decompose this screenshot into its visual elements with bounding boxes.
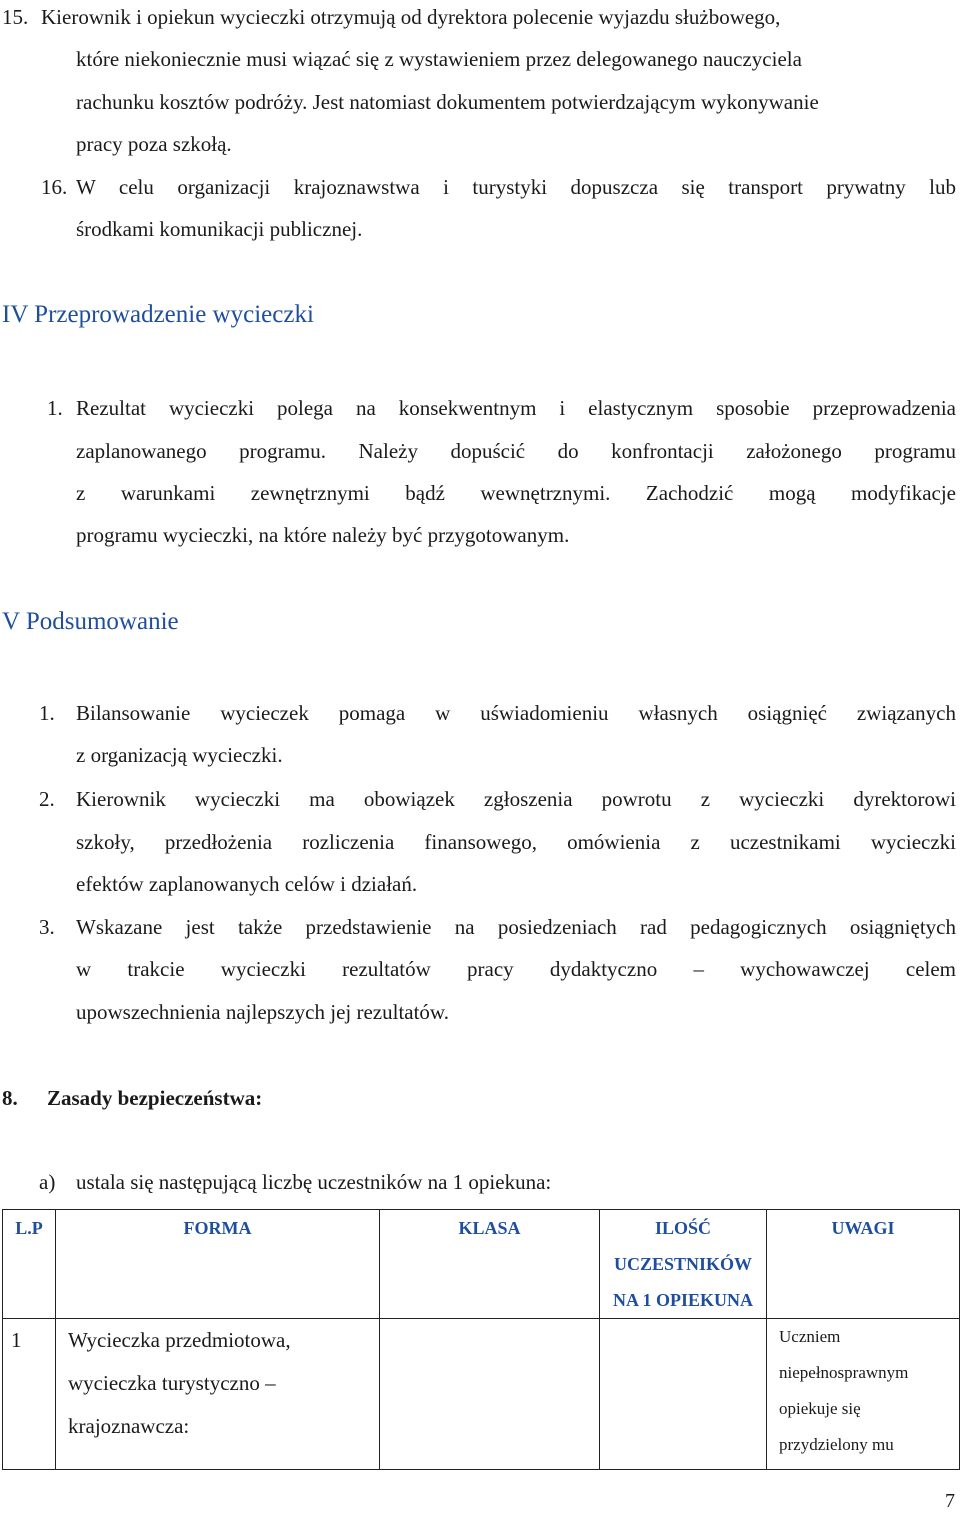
header-ilosc: [600, 1210, 767, 1319]
p15-line-1: Kierownik i opiekun wycieczki otrzymują od dyrektora polecenie wyjazdu służbowego,: [41, 5, 781, 29]
section-iv-item-1-line-4: programu wycieczki, na które należy być przygotowanym.: [76, 523, 570, 547]
section-v-item-1-number: 1.: [39, 701, 55, 725]
row-1-uwagi-line-2: niepełnosprawnym: [779, 1363, 909, 1382]
row-1-ilosc: [600, 1319, 767, 1470]
row-1-uwagi-line-1: Uczniem: [779, 1327, 841, 1346]
header-ilosc-line-3: NA 1 OPIEKUNA: [612, 1290, 753, 1310]
section-iv-item-1-line-2: zaplanowanego programu. Należy dopuścić do konfrontacji założonego programu: [76, 439, 956, 463]
row-1-forma: [56, 1319, 380, 1470]
section-v-item-3-line-2: w trakcie wycieczki rezultatów pracy dydaktyczno – wychowawczej celem: [76, 957, 956, 981]
header-ilosc-line-1: ILOŚĆ: [654, 1218, 712, 1238]
section-8-number: 8.: [2, 1086, 18, 1110]
row-1-uwagi: [767, 1319, 960, 1470]
row-1-klasa: [380, 1319, 600, 1470]
row-1-uwagi-line-4: przydzielony mu: [779, 1435, 894, 1454]
section-v-item-2-number: 2.: [39, 787, 55, 811]
section-v-item-3-number: 3.: [39, 915, 55, 939]
table-header-row: [3, 1210, 960, 1319]
header-lp: L.P: [3, 1210, 56, 1319]
row-1-uwagi-line-3: opiekuje się: [779, 1399, 861, 1418]
row-1-forma-line-2: wycieczka turystyczno –: [68, 1371, 276, 1395]
header-forma: FORMA: [56, 1210, 380, 1319]
table-row: [3, 1319, 960, 1470]
p15-line-2: które niekoniecznie musi wiązać się z wystawieniem przez delegowanego nauczyciela: [76, 47, 802, 71]
header-ilosc-line-2: UCZESTNIKÓW: [613, 1254, 753, 1274]
participants-table: [2, 1209, 960, 1470]
section-iv-item-1-number: 1.: [47, 396, 63, 420]
p16-line-1: W celu organizacji krajoznawstwa i turystyki dopuszcza się transport prywatny lub: [76, 175, 956, 199]
section-v-heading: V Podsumowanie: [2, 608, 179, 635]
row-1-forma-line-3: krajoznawcza:: [68, 1414, 190, 1438]
section-v-item-2-line-2: szkoły, przedłożenia rozliczenia finansowego, omówienia z uczestnikami wycieczki: [76, 830, 956, 854]
section-iv-item-1-line-1: Rezultat wycieczki polega na konsekwentnym i elastycznym sposobie przeprowadzenia: [76, 396, 956, 420]
p15-line-4: pracy poza szkołą.: [76, 132, 232, 156]
row-1-forma-line-1: Wycieczka przedmiotowa,: [68, 1328, 291, 1352]
section-iv-heading: IV Przeprowadzenie wycieczki: [2, 301, 314, 328]
header-klasa: KLASA: [380, 1210, 600, 1319]
section-8-title: Zasady bezpieczeństwa:: [47, 1086, 263, 1110]
page-number: 7: [945, 1490, 955, 1512]
section-iv-item-1-line-3: z warunkami zewnętrznymi bądź wewnętrznymi. Zachodzić mogą modyfikacje: [76, 481, 956, 505]
section-v-item-3-line-3: upowszechnienia najlepszych jej rezultatów.: [76, 1000, 449, 1024]
p16-line-2: środkami komunikacji publicznej.: [76, 217, 363, 241]
item-number-16: 16.: [41, 175, 68, 199]
item-number-15: 15.: [2, 5, 29, 29]
section-v-item-3-line-1: Wskazane jest także przedstawienie na posiedzeniach rad pedagogicznych osiągniętych: [76, 915, 956, 939]
section-8-sub-a-text: ustala się następującą liczbę uczestników na 1 opiekuna:: [76, 1170, 552, 1194]
section-8-sub-a-label: a): [39, 1170, 56, 1194]
section-v-item-2-line-1: Kierownik wycieczki ma obowiązek zgłoszenia powrotu z wycieczki dyrektorowi: [76, 787, 956, 811]
p15-line-3: rachunku kosztów podróży. Jest natomiast dokumentem potwierdzającym wykonywanie: [76, 90, 819, 114]
section-v-item-2-line-3: efektów zaplanowanych celów i działań.: [76, 872, 418, 896]
section-v-item-1-line-1: Bilansowanie wycieczek pomaga w uświadomieniu własnych osiągnięć związanych: [76, 701, 956, 725]
section-v-item-1-line-2: z organizacją wycieczki.: [76, 743, 283, 767]
header-uwagi: UWAGI: [767, 1210, 960, 1319]
row-1-lp: 1: [3, 1319, 56, 1470]
